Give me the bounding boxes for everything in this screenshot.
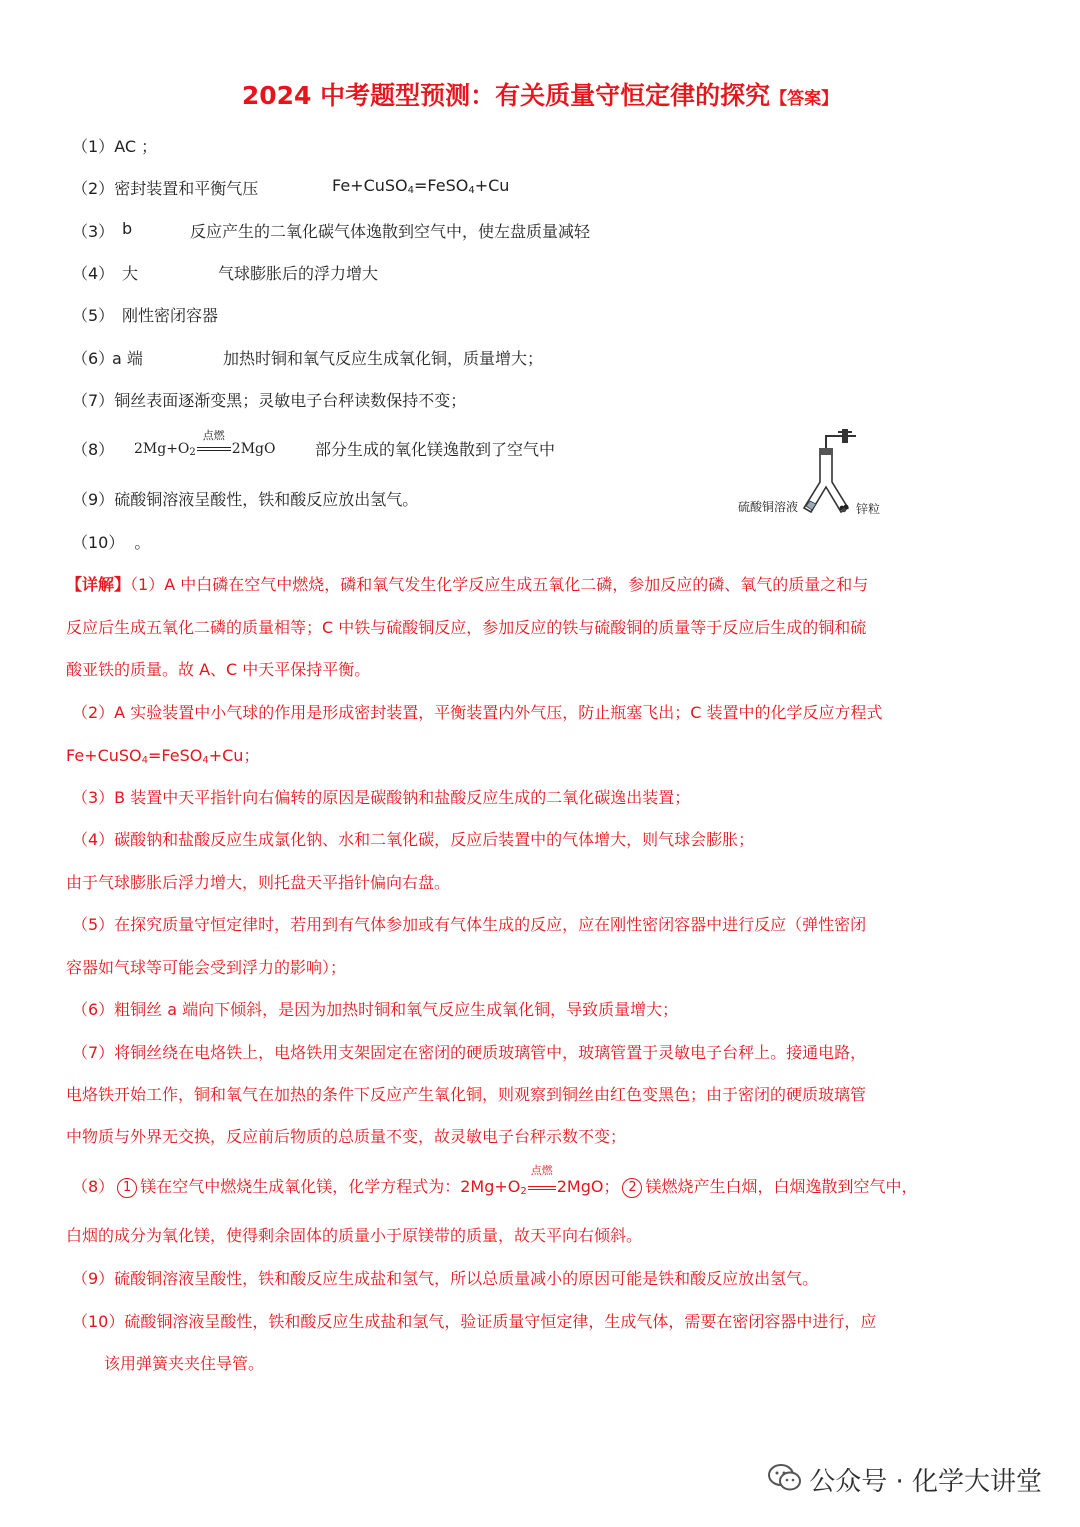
answer-number: （4） <box>72 264 115 283</box>
answer-number: （1） <box>72 137 115 156</box>
answer-2 <box>72 176 258 199</box>
diagram-label-zinc: 锌粒 <box>856 502 881 516</box>
answer-6-choice: a 端 <box>112 349 143 368</box>
answer-number: （5） <box>72 306 115 325</box>
page-title <box>0 76 1080 112</box>
explanation-p5-line2: 容器如气球等可能会受到浮力的影响）； <box>66 958 347 977</box>
eq-condition: 点燃 <box>530 1164 553 1177</box>
eq-part: =FeSO <box>148 746 203 765</box>
explanation-p10-line2: 该用弹簧夹夹住导管。 <box>104 1354 265 1373</box>
eq-sub: 4 <box>202 755 209 766</box>
watermark-text: 公众号 · 化学大讲堂 <box>809 1467 1042 1497</box>
explanation-p1-line3: 酸亚铁的质量。故 A、C 中天平保持平衡。 <box>66 660 371 679</box>
answer-4-text: 气球膨胀后的浮力增大 <box>218 264 379 283</box>
explanation-p10-line1: （10）硫酸铜溶液呈酸性，铁和酸反应生成盐和氢气，验证质量守恒定律，生成气体，需要在密闭容器中进行，应 <box>72 1312 877 1331</box>
answer-1 <box>72 134 157 157</box>
answer-3-choice: b <box>122 219 133 238</box>
answer-text: 。 <box>134 533 151 552</box>
answer-number: （8） <box>72 440 115 459</box>
explanation-p8-line2: 白烟的成分为氧化镁，使得剩余固体的质量小于原镁带的质量，故天平向右倾斜。 <box>66 1226 643 1245</box>
answer-3 <box>72 219 114 242</box>
eq-part: Fe+CuSO <box>332 176 408 195</box>
eq-sub: 4 <box>141 755 149 766</box>
title-tag: 【答案】 <box>770 89 839 109</box>
explanation-p7-line1: （7）将铜丝绕在电烙铁上，电烙铁用支架固定在密闭的硬质玻璃管中，玻璃管置于灵敏电子台秤上。接通电路， <box>72 1043 867 1062</box>
explanation-head: 【详解】 <box>66 575 131 594</box>
answer-2-equation <box>332 176 509 196</box>
answer-10 <box>72 530 150 553</box>
answer-number: （3） <box>72 222 115 241</box>
answer-6 <box>72 346 114 369</box>
explanation-text: （1）A 中白磷在空气中燃烧，磷和氧气发生化学反应生成五氧化二磷，参加反应的磷、氧气的质量之和与 <box>130 575 869 594</box>
explanation-p3: （3）B 装置中天平指针向右偏转的原因是碳酸钠和盐酸反应生成的二氧化碳逸出装置； <box>72 788 691 807</box>
explanation-text: （8） <box>72 1177 115 1196</box>
explanation-p1-line1 <box>66 572 1016 595</box>
eq-sub: 2 <box>520 1186 527 1197</box>
explanation-p4-line1: （4）碳酸钠和盐酸反应生成氯化钠、水和二氧化碳，反应后装置中的气体增大，则气球会膨胀； <box>72 830 755 849</box>
eq-part: 2MgO； <box>556 1177 620 1196</box>
eq-sub: 4 <box>407 185 415 196</box>
answer-7 <box>72 388 466 411</box>
answer-8-equation <box>134 429 276 458</box>
eq-equals-line <box>197 447 231 451</box>
explanation-p7-line2: 电烙铁开始工作，铜和氧气在加热的条件下反应产生氧化铜，则观察到铜丝由红色变黑色；由于密闭的硬质玻璃管 <box>66 1085 867 1104</box>
answer-text: AC ； <box>114 137 158 156</box>
equation <box>134 429 276 458</box>
explanation-p4-line2: 由于气球膨胀后浮力增大，则托盘天平指针偏向右盘。 <box>66 873 451 892</box>
eq-part: 2Mg+O <box>460 1177 521 1196</box>
answer-number: （10） <box>72 533 117 552</box>
eq-condition: 点燃 <box>202 429 225 442</box>
answer-number: （6） <box>72 349 115 368</box>
diagram-label-solution: 硫酸铜溶液 <box>738 500 799 514</box>
answer-9 <box>72 487 418 510</box>
wechat-icon <box>767 1463 803 1500</box>
eq-part: 2Mg+O <box>134 441 190 457</box>
y-tube-diagram <box>738 424 898 520</box>
answer-4 <box>72 261 114 284</box>
title-main: 2024 中考题型预测：有关质量守恒定律的探究 <box>241 81 771 110</box>
explanation-p2-equation <box>66 743 1016 766</box>
explanation-p7-line3: 中物质与外界无交换，反应前后物质的总质量不变，故灵敏电子台秤示数不变； <box>66 1127 627 1146</box>
answer-6-text: 加热时铜和氧气反应生成氧化铜，质量增大； <box>223 349 544 368</box>
answer-5 <box>72 303 114 326</box>
explanation-p1-line2: 反应后生成五氧化二磷的质量相等；C 中铁与硫酸铜反应，参加反应的铁与硫酸铜的质量等于反应后生成的铜和硫 <box>66 618 867 637</box>
answer-text: 铜丝表面逐渐变黑；灵敏电子台秤读数保持不变； <box>114 391 467 410</box>
explanation-p6: （6）粗铜丝 a 端向下倾斜，是因为加热时铜和氧气反应生成氧化铜，导致质量增大； <box>72 1000 679 1019</box>
answer-8 <box>72 437 114 460</box>
watermark <box>767 1461 1042 1500</box>
eq-part: Fe+CuSO <box>66 746 142 765</box>
explanation-p9: （9）硫酸铜溶液呈酸性，铁和酸反应生成盐和氢气，所以总质量减小的原因可能是铁和酸反应放出氢气。 <box>72 1269 819 1288</box>
explanation-p8-line1 <box>72 1164 1022 1198</box>
answer-5-text: 刚性密闭容器 <box>122 306 219 325</box>
answer-4-choice: 大 <box>122 264 139 283</box>
eq-sub: 2 <box>189 447 196 458</box>
answer-number: （2） <box>72 179 115 198</box>
equation <box>460 1164 620 1197</box>
circled-number: 2 <box>622 1178 642 1198</box>
explanation-text: 镁在空气中燃烧生成氧化镁，化学方程式为： <box>140 1177 461 1196</box>
answer-8-text: 部分生成的氧化镁逸散到了空气中 <box>315 440 556 459</box>
eq-part: +Cu <box>474 176 510 195</box>
explanation-p2-line1: （2）A 实验装置中小气球的作用是形成密封装置，平衡装置内外气压，防止瓶塞飞出；C 装置中的化学反应方程式 <box>72 703 883 722</box>
eq-sub: 4 <box>468 185 475 196</box>
explanation-text: 镁燃烧产生白烟，白烟逸散到空气中， <box>645 1177 918 1196</box>
explanation-p5-line1: （5）在探究质量守恒定律时，若用到有气体参加或有气体生成的反应，应在刚性密闭容器中进行反应（弹性密闭 <box>72 915 867 934</box>
eq-part: +Cu； <box>208 746 260 765</box>
answer-number: （7） <box>72 391 115 410</box>
eq-part: 2MgO <box>231 441 276 457</box>
answer-3-text: 反应产生的二氧化碳气体逸散到空气中，使左盘质量减轻 <box>190 222 591 241</box>
answer-number: （9） <box>72 490 115 509</box>
eq-part: =FeSO <box>414 176 469 195</box>
answer-text: 硫酸铜溶液呈酸性，铁和酸反应放出氢气。 <box>114 490 419 509</box>
answer-text: 密封装置和平衡气压 <box>114 179 259 198</box>
circled-number: 1 <box>117 1178 137 1198</box>
eq-equals-line <box>528 1186 556 1190</box>
